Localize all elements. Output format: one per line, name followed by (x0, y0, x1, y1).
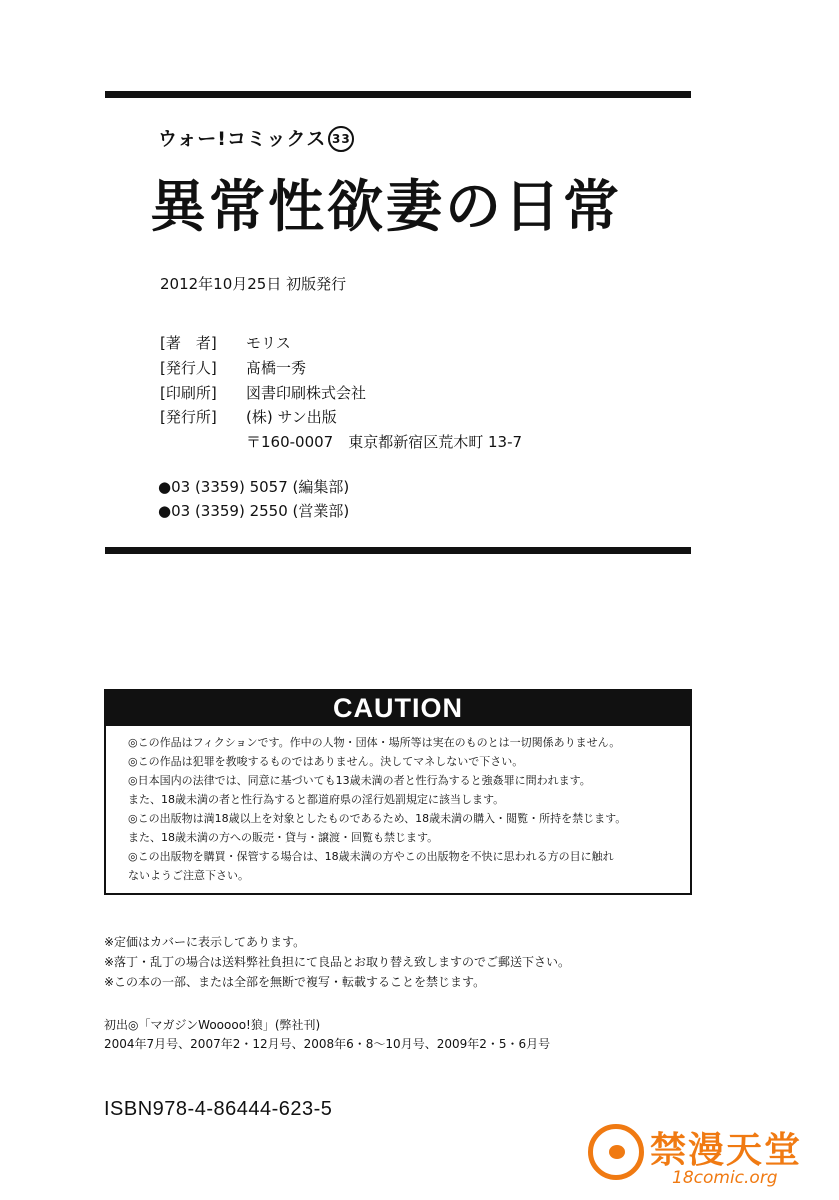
note-replacement: ※落丁・乱丁の場合は送料弊社負担にて良品とお取り替え致しますのでご郵送下さい。 (104, 955, 571, 969)
watermark-url: 18comic.org (672, 1168, 778, 1188)
series-name (158, 124, 354, 152)
isbn: ISBN978-4-86444-623-5 (104, 1098, 333, 1120)
caution-line: また、18歳未満の方への販売・貸与・譲渡・回覧も禁じます。 (128, 831, 439, 844)
series-label: ウォー!コミックス (158, 128, 327, 150)
caution-heading: CAUTION (106, 691, 690, 726)
credit-value: 髙橋一秀 (246, 359, 307, 377)
phone-sales: ●03 (3359) 2550 (営業部) (158, 502, 350, 520)
caution-line: ◎この作品は犯罪を教唆するものではありません。決してマネしないで下さい。 (128, 755, 524, 768)
credit-label: [印刷所] (160, 384, 217, 402)
credit-label: [発行所] (160, 408, 217, 426)
caution-line: ◎日本国内の法律では、同意に基づいても13歳未満の者と性行為すると強姦罪に問われます。 (128, 774, 591, 787)
credit-printer (160, 382, 366, 403)
credit-value: (株) サン出版 (246, 408, 337, 426)
caution-line: ◎この作品はフィクションです。作中の人物・団体・場所等は実在のものとは一切関係ありません。 (128, 736, 621, 749)
credit-publisher (160, 406, 337, 427)
credit-label: [著 者] (160, 334, 217, 352)
top-rule (105, 91, 691, 98)
watermark-name: 禁漫天堂 (650, 1130, 803, 1171)
credit-author (160, 332, 291, 353)
book-title: 異常性欲妻の日常 (150, 175, 622, 240)
bottom-rule (105, 547, 691, 554)
first-appearance-source: 初出◎「マガジンWooooo!狼」(弊社刊) (104, 1018, 321, 1032)
caution-text (106, 726, 690, 885)
phone-editorial: ●03 (3359) 5057 (編集部) (158, 478, 350, 496)
credit-label: [発行人] (160, 359, 217, 377)
credit-publisher-person (160, 357, 306, 378)
series-number: 33 (328, 126, 354, 152)
caution-box (104, 689, 692, 895)
caution-line: ◎この出版物を購買・保管する場合は、18歳未満の方やこの出版物を不快に思われる方の目に触れ (128, 850, 614, 863)
first-appearance-issues: 2004年7月号、2007年2・12月号、2008年6・8〜10月号、2009年2・5・6月号 (104, 1037, 551, 1051)
caution-line: ないようご注意下さい。 (128, 869, 249, 882)
watermark-logo (588, 1118, 828, 1194)
publish-date: 2012年10月25日 初版発行 (160, 275, 347, 293)
caution-line: ◎この出版物は満18歳以上を対象としたものであるため、18歳未満の購入・閲覧・所持を禁じます。 (128, 812, 627, 825)
credit-value: 図書印刷株式会社 (246, 384, 367, 402)
credit-value: モリス (246, 334, 291, 352)
logo-heart-dot (609, 1145, 625, 1159)
publisher-address: 〒160-0007 東京都新宿区荒木町 13-7 (246, 433, 523, 451)
caution-line: また、18歳未満の者と性行為すると都道府県の淫行処罰規定に該当します。 (128, 793, 505, 806)
note-price: ※定価はカバーに表示してあります。 (104, 935, 306, 949)
note-copyright: ※この本の一部、または全部を無断で複写・転載することを禁じます。 (104, 975, 486, 989)
